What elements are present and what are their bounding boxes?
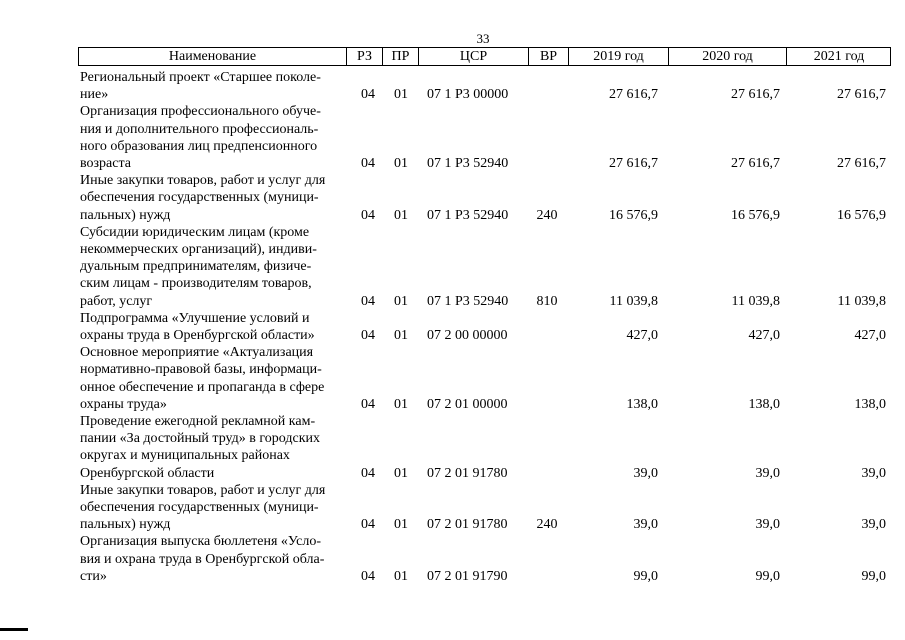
- row-pr: 01: [394, 155, 408, 171]
- table-row: [0, 69, 905, 103]
- row-name: Иные закупки товаров, работ и услуг для обеспечения государственных (муници- пальных) нужд: [80, 482, 326, 533]
- row-rz: 04: [361, 465, 375, 481]
- row-name: Субсидии юридическим лицам (кроме некоммерческих организаций), индиви- дуальным предпринимателям, физиче- ским лицам - производителям товаров, работ, услуг: [80, 224, 317, 309]
- table-row: [0, 172, 905, 224]
- row-csr: 07 1 Р3 52940: [427, 207, 509, 223]
- row-y2019: 99,0: [633, 568, 658, 584]
- row-y2020: 39,0: [755, 465, 780, 481]
- row-pr: 01: [394, 87, 408, 103]
- row-pr: 01: [394, 207, 408, 223]
- row-y2021: 427,0: [854, 327, 886, 343]
- row-y2021: 99,0: [861, 568, 886, 584]
- row-csr: 07 2 01 91780: [427, 465, 508, 481]
- header-2020: 2020 год: [669, 48, 787, 65]
- row-y2020: 27 616,7: [731, 155, 780, 171]
- row-csr: 07 2 01 00000: [427, 396, 508, 412]
- row-csr: 07 2 01 91780: [427, 517, 508, 533]
- row-name: Организация профессионального обуче- ния и дополнительного профессиональ- ного образования лиц предпенсионного возраста: [80, 104, 321, 171]
- row-y2019: 11 039,8: [609, 293, 658, 309]
- header-csr: ЦСР: [419, 48, 529, 65]
- row-rz: 04: [361, 87, 375, 103]
- row-y2020: 99,0: [755, 568, 780, 584]
- row-pr: 01: [394, 396, 408, 412]
- row-y2020: 27 616,7: [731, 87, 780, 103]
- row-y2019: 16 576,9: [609, 207, 658, 223]
- header-rz: РЗ: [347, 48, 383, 65]
- row-y2021: 11 039,8: [837, 293, 886, 309]
- table-header: [78, 47, 891, 66]
- row-y2019: 138,0: [626, 396, 658, 412]
- row-csr: 07 1 Р3 00000: [427, 87, 509, 103]
- row-name: Подпрограмма «Улучшение условий и охраны труда в Оренбургской области»: [80, 310, 315, 343]
- row-csr: 07 2 01 91790: [427, 568, 508, 584]
- row-csr: 07 1 Р3 52940: [427, 155, 509, 171]
- row-y2019: 39,0: [633, 465, 658, 481]
- row-pr: 01: [394, 517, 408, 533]
- row-pr: 01: [394, 327, 408, 343]
- row-vr: 240: [536, 517, 558, 533]
- header-vr: ВР: [529, 48, 569, 65]
- scan-edge-mark: [0, 628, 28, 631]
- row-y2020: 16 576,9: [731, 207, 780, 223]
- row-y2021: 39,0: [861, 517, 886, 533]
- header-name: Наименование: [79, 48, 347, 65]
- table-row: [0, 413, 905, 482]
- row-y2021: 27 616,7: [837, 155, 886, 171]
- table-row: [0, 103, 905, 172]
- row-rz: 04: [361, 293, 375, 309]
- row-pr: 01: [394, 465, 408, 481]
- row-name: Проведение ежегодной рекламной кам- пании «За достойный труд» в городских округах и муниципальных районах Оренбургской области: [80, 414, 320, 481]
- table-row: [0, 344, 905, 413]
- row-y2019: 39,0: [633, 517, 658, 533]
- row-y2020: 11 039,8: [731, 293, 780, 309]
- row-y2020: 39,0: [755, 517, 780, 533]
- row-vr: 810: [536, 293, 558, 309]
- header-2019: 2019 год: [569, 48, 669, 65]
- row-csr: 07 1 Р3 52940: [427, 293, 509, 309]
- table-row: [0, 533, 905, 585]
- row-rz: 04: [361, 517, 375, 533]
- header-pr: ПР: [383, 48, 419, 65]
- row-pr: 01: [394, 568, 408, 584]
- row-pr: 01: [394, 293, 408, 309]
- row-y2019: 27 616,7: [609, 87, 658, 103]
- row-y2021: 16 576,9: [837, 207, 886, 223]
- row-y2019: 427,0: [626, 327, 658, 343]
- row-y2021: 39,0: [861, 465, 886, 481]
- row-rz: 04: [361, 207, 375, 223]
- table-row: [0, 482, 905, 534]
- row-vr: 240: [536, 207, 558, 223]
- row-rz: 04: [361, 155, 375, 171]
- row-rz: 04: [361, 568, 375, 584]
- row-csr: 07 2 00 00000: [427, 327, 508, 343]
- row-y2020: 427,0: [748, 327, 780, 343]
- row-y2021: 138,0: [854, 396, 886, 412]
- row-y2021: 27 616,7: [837, 87, 886, 103]
- table-row: [0, 224, 905, 310]
- row-name: Региональный проект «Старшее поколе- ние»: [80, 70, 321, 103]
- row-y2019: 27 616,7: [609, 155, 658, 171]
- page-number: 33: [476, 31, 490, 46]
- row-rz: 04: [361, 396, 375, 412]
- row-name: Организация выпуска бюллетеня «Усло- вия и охрана труда в Оренбургской обла- сти»: [80, 534, 325, 584]
- row-name: Иные закупки товаров, работ и услуг для обеспечения государственных (муници- пальных) нужд: [80, 173, 326, 223]
- header-2021: 2021 год: [813, 49, 865, 64]
- row-y2020: 138,0: [748, 396, 780, 412]
- row-name: Основное мероприятие «Актуализация нормативно-правовой базы, информаци- онное обеспечение и пропаганда в сфере охраны труда»: [80, 345, 325, 412]
- row-rz: 04: [361, 327, 375, 343]
- table-row: [0, 310, 905, 344]
